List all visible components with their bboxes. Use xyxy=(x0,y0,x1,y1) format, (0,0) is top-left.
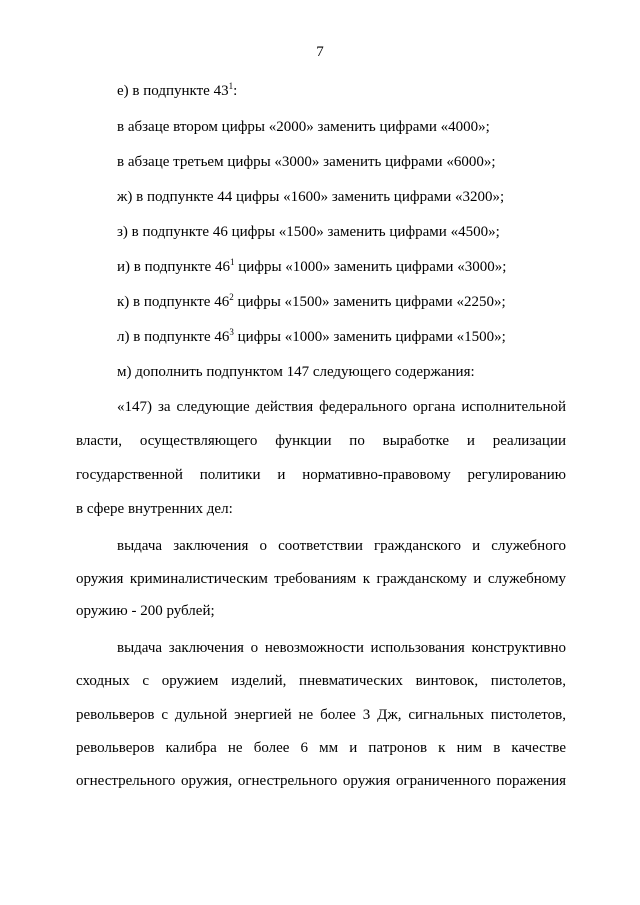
paragraph-line: в абзаце втором цифры «2000» заменить цифрами «4000»; xyxy=(117,119,490,135)
paragraph-line: оружию - 200 рублей; xyxy=(76,603,215,619)
subitem-e-colon: : xyxy=(233,83,238,99)
paragraph-line: государственной политики и нормативно-правовому регулированию xyxy=(76,467,566,483)
superscript: 3 xyxy=(229,327,234,337)
paragraph-line: власти, осуществляющего функции по выработке и реализации xyxy=(76,433,566,449)
subitem-l-text: л) в подпункте 46 xyxy=(117,329,230,345)
subitem-e-text: е) в подпункте 43 xyxy=(117,83,229,99)
subitem-m-line: м) дополнить подпунктом 147 следующего содержания: xyxy=(117,364,475,380)
subitem-i-rest: цифры «1000» заменить цифрами «3000»; xyxy=(234,259,507,275)
subitem-z-line: з) в подпункте 46 цифры «1500» заменить цифрами «4500»; xyxy=(117,224,500,240)
paragraph-line: сходных с оружием изделий, пневматических винтовок, пистолетов, xyxy=(76,673,566,689)
subitem-zh-line: ж) в подпункте 44 цифры «1600» заменить цифрами «3200»; xyxy=(117,189,505,205)
page-number: 7 xyxy=(316,44,324,60)
paragraph-line: револьверов калибра не более 6 мм и патронов к ним в качестве xyxy=(76,740,566,756)
subitem-k-rest: цифры «1500» заменить цифрами «2250»; xyxy=(233,294,506,310)
subitem-i-line xyxy=(117,258,506,276)
subitem-l-line xyxy=(117,328,506,346)
paragraph-line: в сфере внутренних дел: xyxy=(76,501,233,517)
paragraph-line: огнестрельного оружия, огнестрельного оружия ограниченного поражения xyxy=(76,773,566,789)
superscript: 1 xyxy=(229,257,235,267)
subitem-i-text: и) в подпункте 46 xyxy=(117,259,230,275)
subitem-e-line xyxy=(117,82,237,100)
paragraph-line: оружия криминалистическим требованиям к гражданскому и служебному xyxy=(76,571,566,587)
superscript: 2 xyxy=(229,292,234,302)
paragraph-line: револьверов с дульной энергией не более 3 Дж, сигнальных пистолетов, xyxy=(76,707,566,723)
superscript: 1 xyxy=(228,81,234,91)
paragraph-line: выдача заключения о соответствии гражданского и служебного xyxy=(117,538,566,554)
paragraph-line: выдача заключения о невозможности использования конструктивно xyxy=(117,640,566,656)
paragraph-line: в абзаце третьем цифры «3000» заменить цифрами «6000»; xyxy=(117,154,496,170)
subitem-l-rest: цифры «1000» заменить цифрами «1500»; xyxy=(233,329,506,345)
subitem-k-line xyxy=(117,293,506,311)
subitem-k-text: к) в подпункте 46 xyxy=(117,294,230,310)
paragraph-line: «147) за следующие действия федерального органа исполнительной xyxy=(117,399,566,415)
